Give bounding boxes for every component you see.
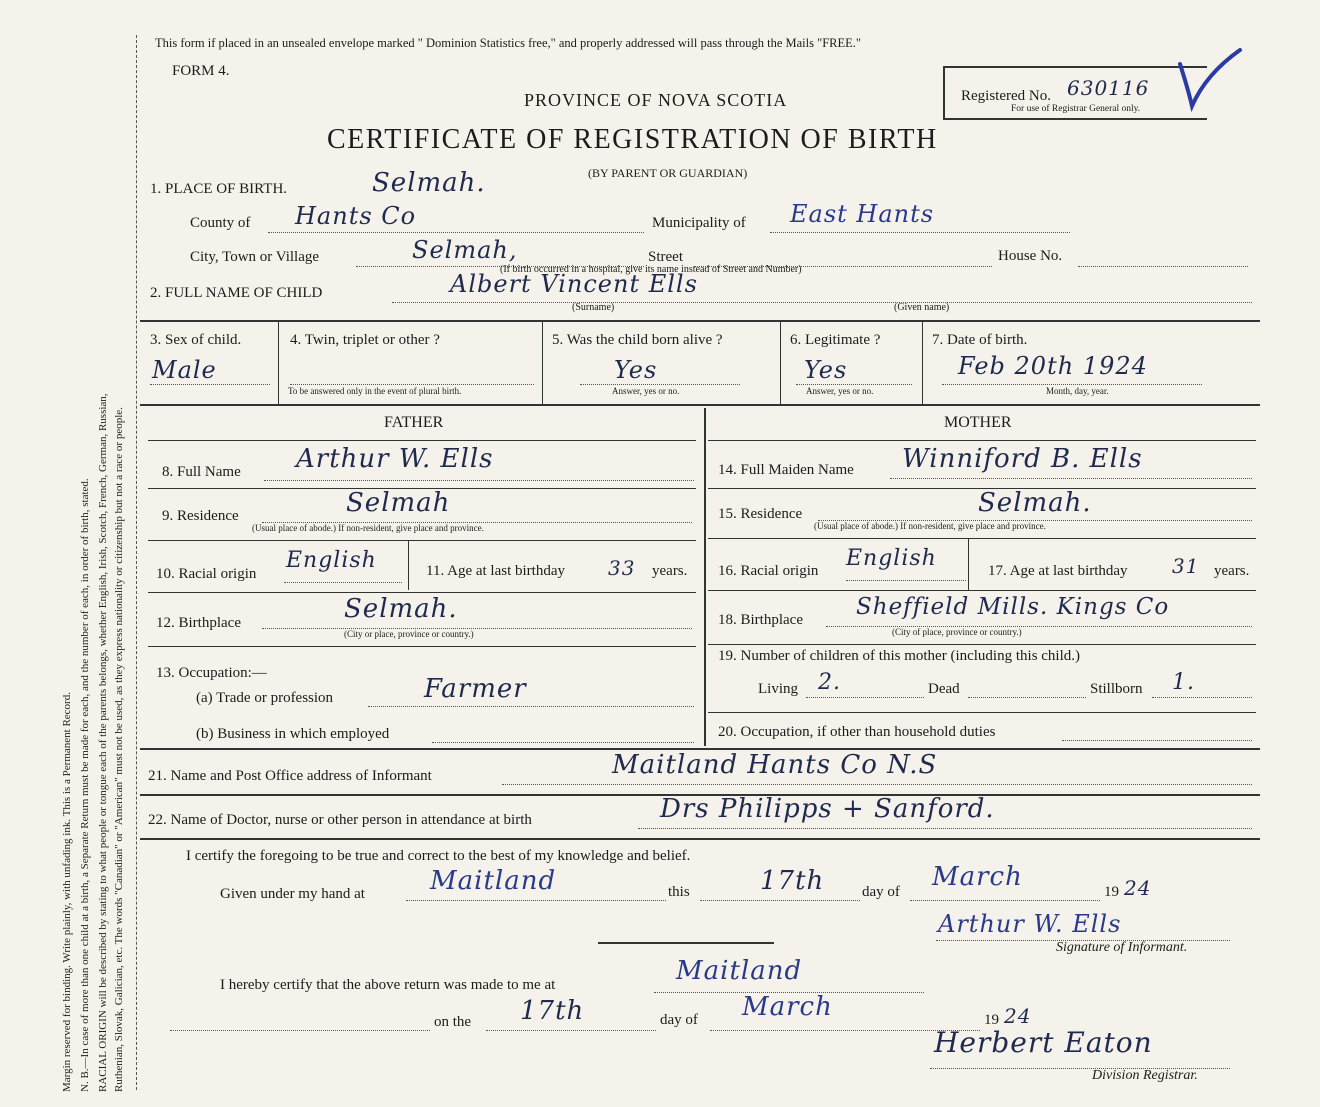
registered-box bbox=[943, 66, 1207, 120]
checkmark-icon bbox=[1176, 44, 1246, 114]
legitimate-label: 6. Legitimate ? bbox=[790, 332, 881, 348]
mother-birthplace-value: Sheffield Mills. Kings Co bbox=[856, 594, 1170, 620]
child-name-label: 2. FULL NAME OF CHILD bbox=[150, 285, 323, 301]
father-name-value: Arthur W. Ells bbox=[296, 444, 494, 474]
registrar-year-prefix: 19 bbox=[984, 1012, 999, 1028]
this-label: this bbox=[668, 884, 690, 900]
father-residence-note: (Usual place of abode.) If non-resident, give place and province. bbox=[252, 523, 484, 533]
father-residence-label: 9. Residence bbox=[162, 508, 239, 524]
living-label: Living bbox=[758, 681, 798, 697]
house-label: House No. bbox=[998, 248, 1063, 264]
this-day-value: 17th bbox=[760, 866, 825, 896]
living-value: 2. bbox=[818, 670, 841, 695]
province-title: PROVINCE OF NOVA SCOTIA bbox=[524, 90, 788, 110]
given-under-label: Given under my hand at bbox=[220, 886, 365, 902]
form-number: FORM 4. bbox=[172, 63, 230, 79]
registrar-day-of-label: day of bbox=[660, 1012, 698, 1028]
county-value: Hants Co bbox=[295, 202, 417, 230]
margin-note-racial-origin-2: Ruthenian, Slovak, Galician, etc. The words "Canadian" or "American" must not be used, as they express nationality or citizenship but not a race or people. bbox=[113, 407, 125, 1092]
mother-racial-label: 16. Racial origin bbox=[718, 563, 819, 579]
municipality-value: East Hants bbox=[790, 200, 935, 228]
registered-label: Registered No. bbox=[961, 88, 1051, 104]
registrar-note: For use of Registrar General only. bbox=[1011, 104, 1141, 114]
given-name-note: (Given name) bbox=[894, 302, 950, 313]
dob-value: Feb 20th 1924 bbox=[958, 352, 1148, 380]
twin-label: 4. Twin, triplet or other ? bbox=[290, 332, 440, 348]
cert-year-prefix: 19 bbox=[1104, 884, 1119, 900]
mother-residence-note: (Usual place of abode.) If non-resident, give place and province. bbox=[814, 521, 1046, 531]
mother-occupation-label: 20. Occupation, if other than household duties bbox=[718, 724, 996, 740]
hospital-note: (If birth occurred in a hospital, give its name instead of Street and Number) bbox=[500, 264, 802, 275]
stillborn-value: 1. bbox=[1172, 670, 1195, 695]
mother-birthplace-note: (City of place, province or country.) bbox=[892, 627, 1022, 637]
mother-name-value: Winniford B. Ells bbox=[902, 444, 1143, 474]
certify-text: I certify the foregoing to be true and correct to the best of my knowledge and belief. bbox=[186, 848, 691, 864]
father-heading: FATHER bbox=[384, 414, 444, 431]
registrar-certify-text: I hereby certify that the above return was made to me at bbox=[220, 977, 556, 993]
father-trade-label: (a) Trade or profession bbox=[196, 690, 334, 706]
father-residence-value: Selmah bbox=[346, 488, 451, 518]
twin-note: To be answered only in the event of plural birth. bbox=[288, 386, 462, 396]
registrar-day-value: 17th bbox=[520, 996, 585, 1026]
margin-note-racial-origin: RACIAL ORIGIN will be described by stating to what people or tongue each of the parents belongs, whether English, Irish, Scotch, French, German, Russian, bbox=[97, 393, 109, 1092]
dead-label: Dead bbox=[928, 681, 960, 697]
mother-birthplace-label: 18. Birthplace bbox=[718, 612, 803, 628]
father-occupation-label: 13. Occupation:— bbox=[156, 665, 267, 681]
father-racial-value: English bbox=[286, 548, 377, 573]
binding-margin-line bbox=[136, 35, 138, 1090]
informant-value: Maitland Hants Co N.S bbox=[612, 750, 938, 780]
father-name-label: 8. Full Name bbox=[162, 464, 241, 480]
given-place-value: Maitland bbox=[430, 866, 557, 896]
mother-residence-value: Selmah. bbox=[978, 488, 1092, 518]
sex-value: Male bbox=[152, 356, 217, 384]
dob-label: 7. Date of birth. bbox=[932, 332, 1028, 348]
cert-day-of-label: day of bbox=[862, 884, 900, 900]
born-alive-value: Yes bbox=[614, 356, 658, 384]
city-value: Selmah, bbox=[412, 236, 518, 264]
mother-age-label: 17. Age at last birthday bbox=[988, 563, 1128, 579]
father-age-label: 11. Age at last birthday bbox=[426, 563, 565, 579]
cert-month-value: March bbox=[932, 862, 1023, 892]
mother-racial-value: English bbox=[846, 546, 937, 571]
legitimate-value: Yes bbox=[804, 356, 848, 384]
mother-years-label: years. bbox=[1214, 563, 1250, 579]
father-birthplace-label: 12. Birthplace bbox=[156, 615, 241, 631]
mail-notice: This form if placed in an unsealed envelope marked " Dominion Statistics free," and properly addressed will pass through the Mails "FREE." bbox=[155, 36, 862, 50]
registered-value: 630116 bbox=[1067, 76, 1150, 100]
mother-name-label: 14. Full Maiden Name bbox=[718, 462, 854, 478]
cert-year-value: 24 bbox=[1124, 876, 1152, 900]
mother-children-label: 19. Number of children of this mother (including this child.) bbox=[718, 648, 1081, 664]
county-label: County of bbox=[190, 215, 251, 231]
informant-label: 21. Name and Post Office address of Informant bbox=[148, 768, 432, 784]
registrar-on-label: on the bbox=[434, 1014, 472, 1030]
place-of-birth-value: Selmah. bbox=[372, 168, 486, 198]
child-name-value: Albert Vincent Ells bbox=[450, 270, 698, 298]
registrar-place-value: Maitland bbox=[676, 956, 803, 986]
registrar-year-value: 24 bbox=[1004, 1004, 1032, 1028]
certificate-title: CERTIFICATE OF REGISTRATION OF BIRTH bbox=[327, 124, 938, 155]
legitimate-note: Answer, yes or no. bbox=[806, 386, 874, 396]
dob-note: Month, day, year. bbox=[1046, 386, 1109, 396]
municipality-label: Municipality of bbox=[652, 215, 746, 231]
father-racial-label: 10. Racial origin bbox=[156, 566, 257, 582]
city-label: City, Town or Village bbox=[190, 249, 320, 265]
father-years-label: years. bbox=[652, 563, 688, 579]
born-alive-note: Answer, yes or no. bbox=[612, 386, 680, 396]
surname-note: (Surname) bbox=[572, 302, 615, 313]
place-of-birth-label: 1. PLACE OF BIRTH. bbox=[150, 181, 288, 197]
father-age-value: 33 bbox=[608, 556, 636, 580]
margin-note-binding: Margin reserved for binding. Write plainly, with unfading ink. This is a Permanent Record. bbox=[61, 692, 73, 1092]
registrar-signature: Herbert Eaton bbox=[934, 1026, 1153, 1059]
doctor-value: Drs Philipps + Sanford. bbox=[660, 794, 995, 824]
mother-heading: MOTHER bbox=[944, 414, 1012, 431]
informant-sig-caption: Signature of Informant. bbox=[1056, 940, 1188, 955]
mother-residence-label: 15. Residence bbox=[718, 506, 803, 522]
father-birthplace-note: (City or place, province or country.) bbox=[344, 629, 474, 639]
registrar-caption: Division Registrar. bbox=[1092, 1068, 1198, 1083]
father-birthplace-value: Selmah. bbox=[344, 594, 458, 624]
certificate-subtitle: (BY PARENT OR GUARDIAN) bbox=[588, 166, 748, 180]
born-alive-label: 5. Was the child born alive ? bbox=[552, 332, 723, 348]
doctor-label: 22. Name of Doctor, nurse or other person in attendance at birth bbox=[148, 812, 532, 828]
father-trade-value: Farmer bbox=[424, 674, 527, 704]
informant-signature: Arthur W. Ells bbox=[938, 910, 1122, 938]
registrar-month-value: March bbox=[742, 992, 833, 1022]
sex-label: 3. Sex of child. bbox=[150, 332, 242, 348]
street-label: Street bbox=[648, 249, 683, 265]
margin-note-multiple-births: N. B.—In case of more than one child at a birth, a Separate Return must be made for each, and the number of each, in order of birth, stated. bbox=[79, 478, 91, 1092]
mother-age-value: 31 bbox=[1172, 554, 1200, 578]
stillborn-label: Stillborn bbox=[1090, 681, 1143, 697]
father-business-label: (b) Business in which employed bbox=[196, 726, 390, 742]
